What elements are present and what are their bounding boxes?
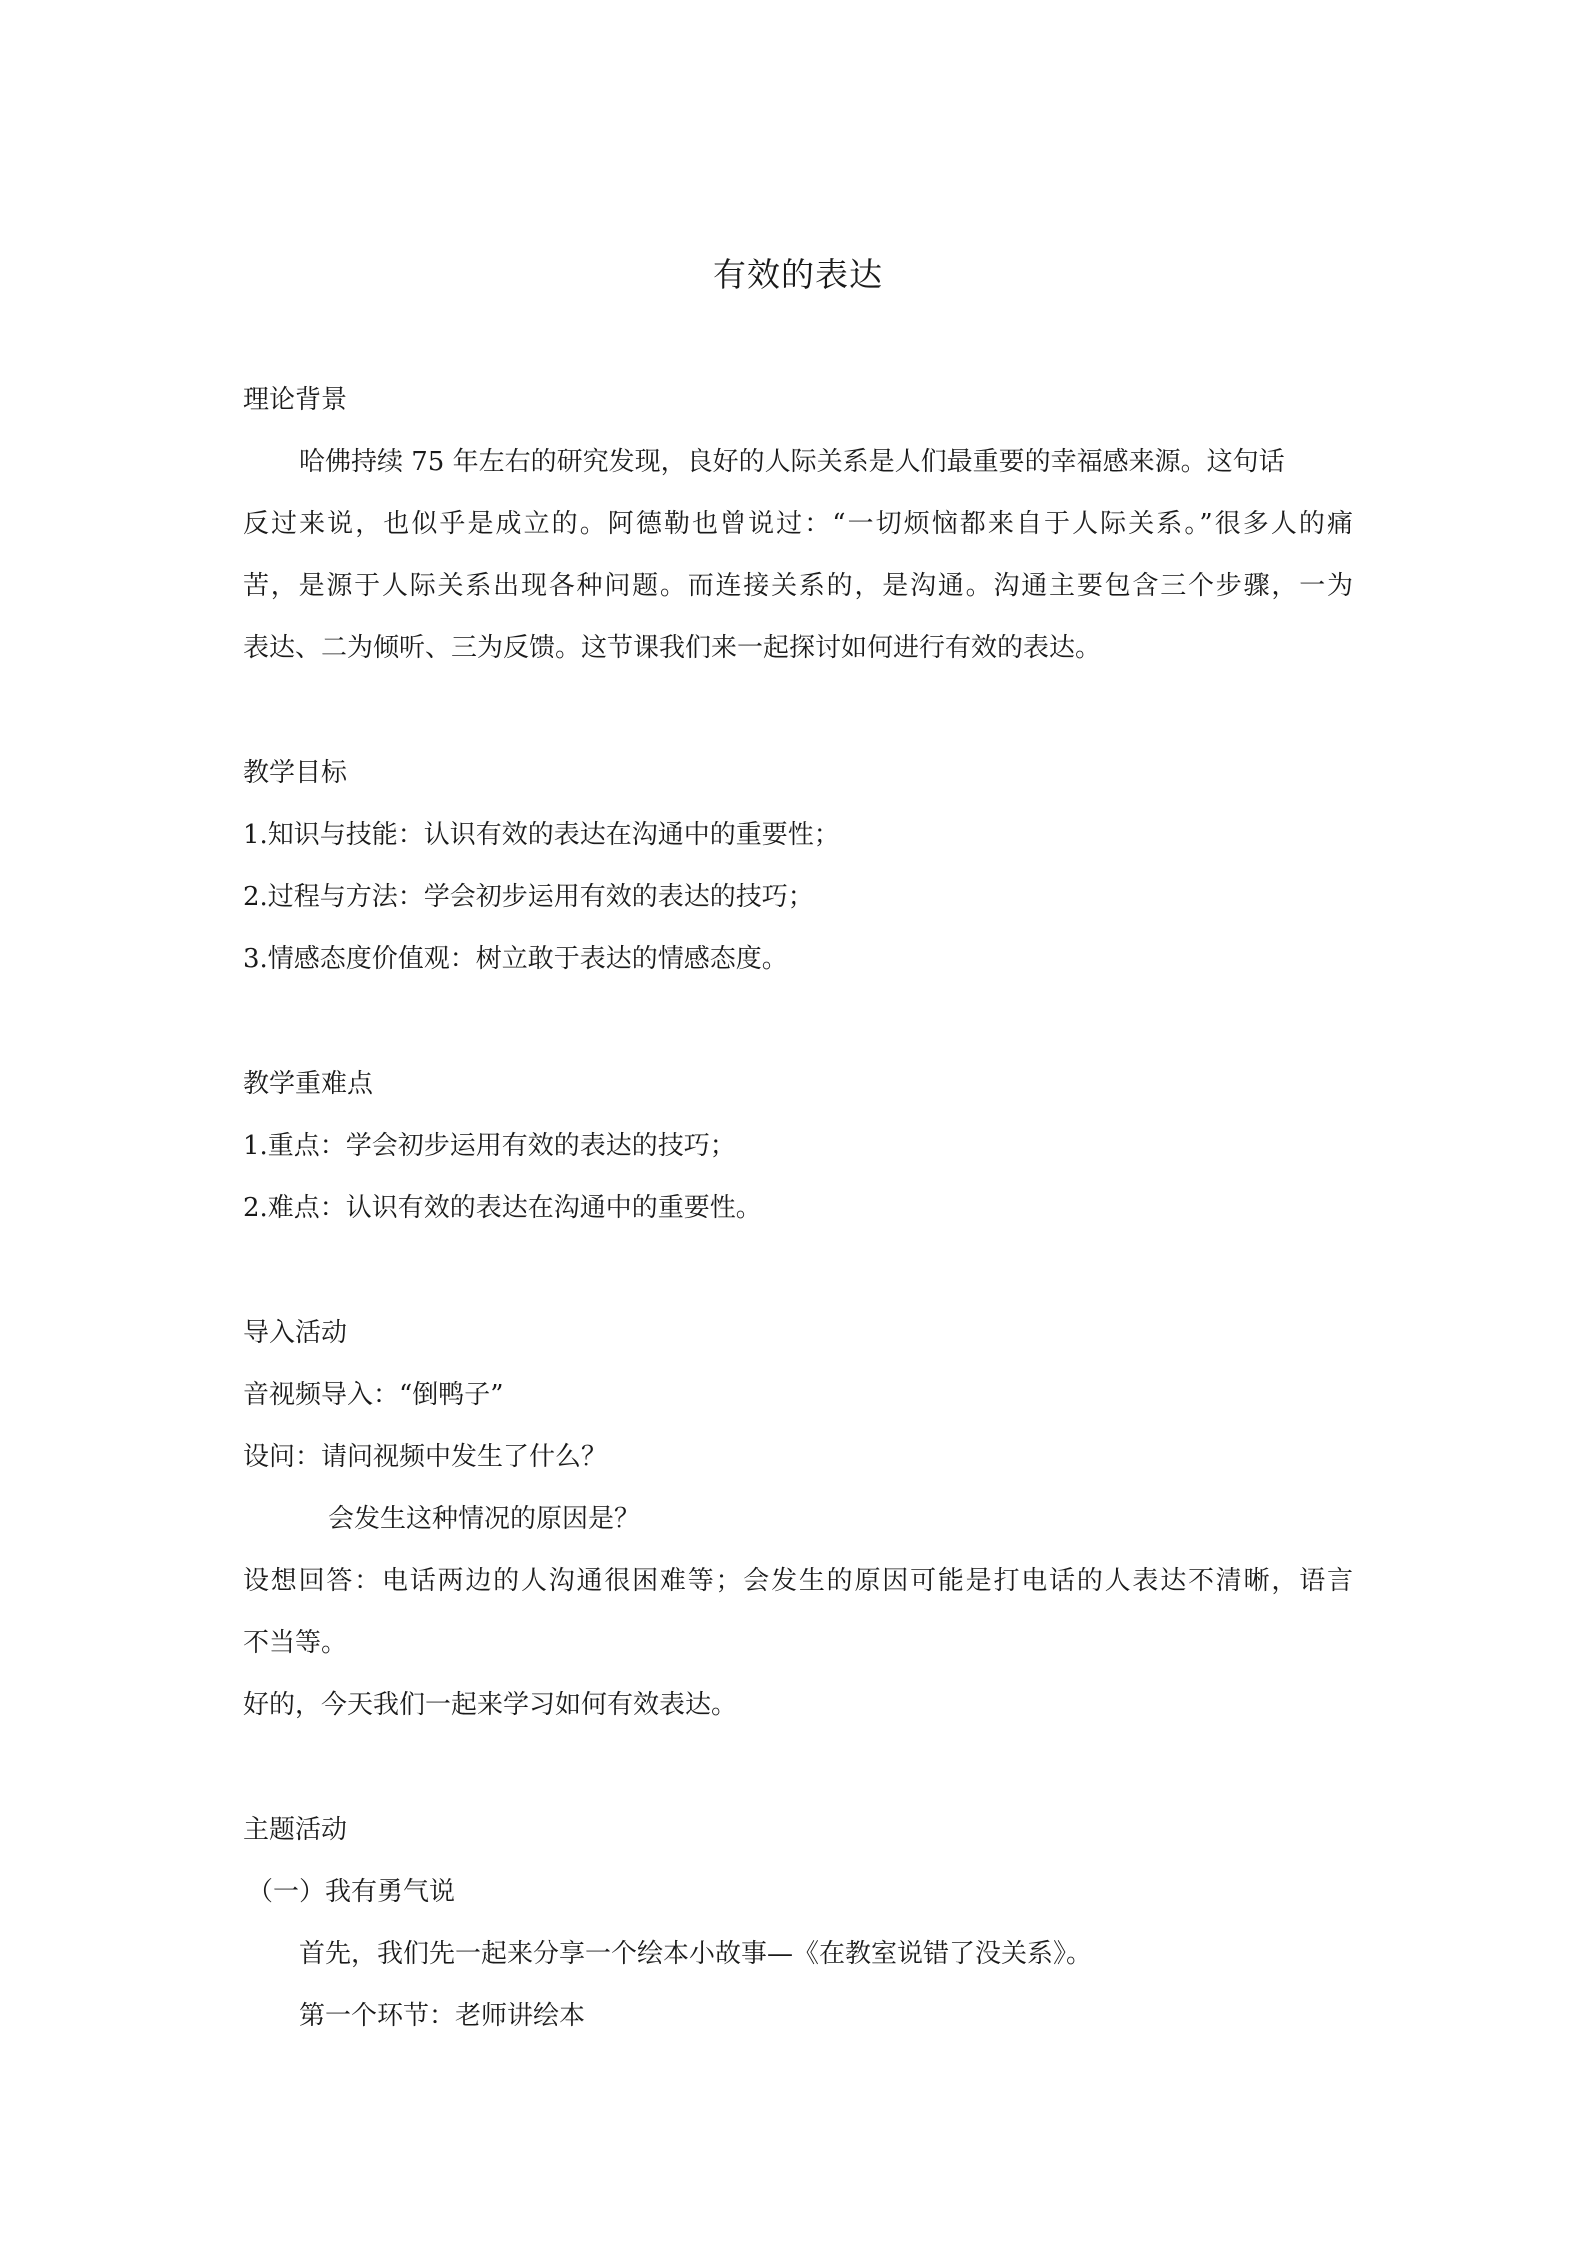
list-item: 2.难点：认识有效的表达在沟通中的重要性。 [243,1193,762,1223]
paragraph-line: 苦，是源于人际关系出现各种问题。而连接关系的，是沟通。沟通主要包含三个步骤，一为 [243,571,1353,601]
paragraph-line: 音视频导入：“倒鸭子” [243,1380,504,1410]
paragraph-line: 会发生这种情况的原因是？ [328,1504,641,1534]
paragraph-line: 第一个环节：老师讲绘本 [299,2001,586,2031]
document-title: 有效的表达 [713,255,883,294]
list-item: 3.情感态度价值观：树立敢于表达的情感态度。 [243,944,788,974]
paragraph-line: 设问：请问视频中发生了什么？ [243,1442,608,1472]
paragraph-line: 哈佛持续 75 年左右的研究发现，良好的人际关系是人们最重要的幸福感来源。这句话 [299,447,1285,477]
section-heading-key-points: 教学重难点 [243,1069,374,1099]
document-page [243,0,1353,2245]
section-heading-background: 理论背景 [243,385,348,415]
section-heading-main: 主题活动 [243,1815,348,1845]
paragraph-line: 反过来说，也似乎是成立的。阿德勒也曾说过：“一切烦恼都来自于人际关系。”很多人的痛 [243,509,1353,539]
list-item: 1.知识与技能：认识有效的表达在沟通中的重要性； [243,820,840,850]
section-heading-intro: 导入活动 [243,1318,348,1348]
list-item: 1.重点：学会初步运用有效的表达的技巧； [243,1131,736,1161]
paragraph-line: 不当等。 [243,1628,348,1658]
list-item: 2.过程与方法：学会初步运用有效的表达的技巧； [243,882,814,912]
paragraph-line: 好的，今天我们一起来学习如何有效表达。 [243,1690,738,1720]
paragraph-line: 首先，我们先一起来分享一个绘本小故事—《在教室说错了没关系》。 [299,1939,1093,1969]
paragraph-line: 设想回答：电话两边的人沟通很困难等；会发生的原因可能是打电话的人表达不清晰，语言 [243,1566,1353,1596]
sub-heading: （一）我有勇气说 [247,1877,456,1907]
section-heading-objectives: 教学目标 [243,758,348,788]
paragraph-line: 表达、二为倾听、三为反馈。这节课我们来一起探讨如何进行有效的表达。 [243,633,1102,663]
